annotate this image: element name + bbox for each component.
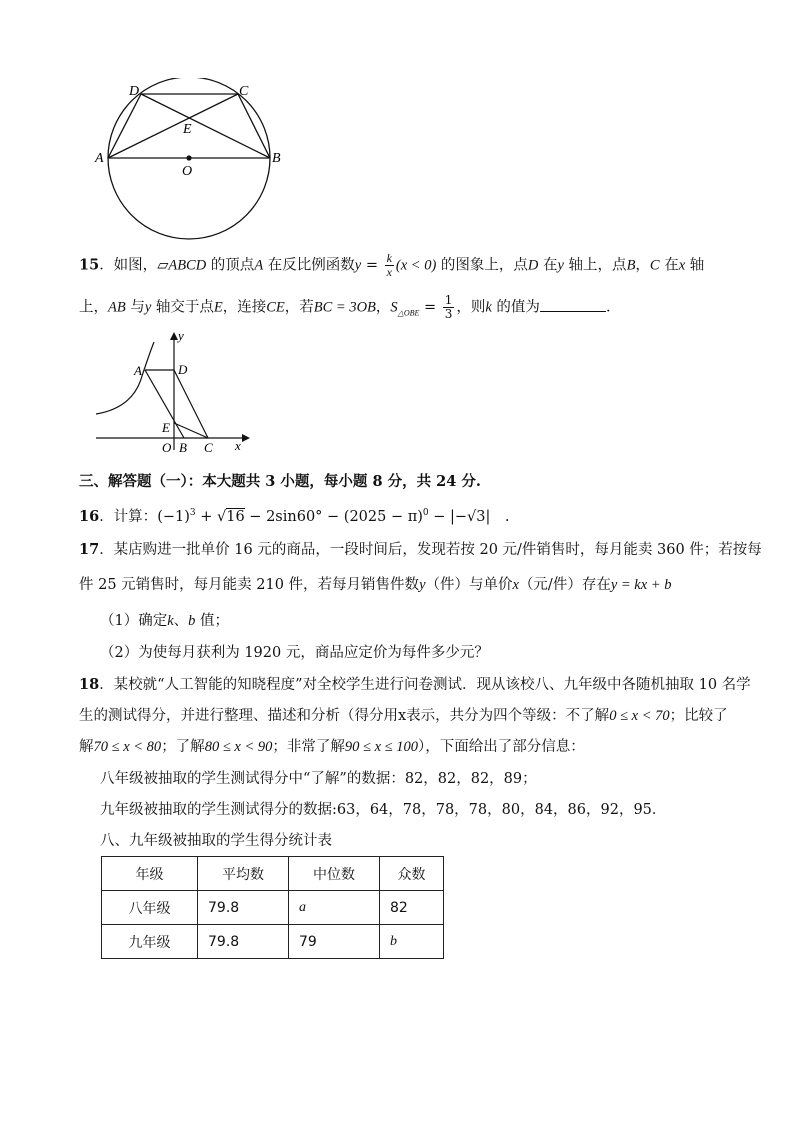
q15-line1: 15．如图，▱ABCD 的顶点A 在反比例函数y = $\frac{k}{x}$ (x < 0) 的图象上，点D 在y 轴上，点B，C 在x 轴 [79, 251, 705, 279]
score-stat-table [101, 856, 444, 959]
table-header-cell: 众数 [380, 857, 444, 891]
answer-blank[interactable] [540, 297, 606, 312]
table-cell: a [289, 891, 380, 925]
label-B: B [272, 151, 281, 166]
table-header-cell: 年级 [102, 857, 198, 891]
q16-line: 16．计算：$(-1)^3 + √16 - 2\sin 60^\circ - (2025 - \pi)^0 - |-√3|$ . [79, 507, 510, 525]
section3-title: 三、解答题（一）：本大题共 3 小题，每小题 8 分，共 24 分. [79, 473, 481, 490]
q18-grade9-data: 九年级被抽取的学生测试得分的数据:63，64，78，78，78，80，84，86，92，95． [100, 802, 667, 818]
label-C2: C [204, 440, 213, 455]
q18-line3: 解70 ≤ x < 80；了解80 ≤ x < 90；非常了解90 ≤ x ≤ 100），下面给出了部分信息： [79, 739, 585, 755]
table-header-cell: 中位数 [289, 857, 380, 891]
coordinate-figure [92, 328, 252, 458]
label-A: A [95, 151, 104, 166]
q18-line1: 18．某校就“人工智能的知晓程度”对全校学生进行问卷测试．现从该校八、九年级中各随机抽取 10 名学 [79, 676, 751, 693]
circle-figure [92, 78, 292, 268]
q15-line2: 上，AB 与y 轴交于点E，连接CE，若BC = 3OB，$S_{\triangle OBE}$ = $\frac{1}{3}$ ，则k 的值为 ． [79, 293, 621, 321]
table-cell: 八年级 [102, 891, 198, 925]
q17-sub2: （2）为使每月获利为 1920 元，商品应定价为每件多少元？ [100, 645, 489, 661]
q17-sub1: （1）确定k、b 值； [100, 613, 230, 629]
label-D2: D [178, 362, 188, 377]
label-O2: O [162, 440, 172, 455]
table-cell: 九年级 [102, 925, 198, 959]
table-row [102, 925, 444, 959]
label-x-axis: x [235, 438, 241, 453]
table-cell: 79 [289, 925, 380, 959]
table-cell: 79.8 [198, 925, 289, 959]
q18-line2: 生的测试得分，并进行整理、描述和分析（得分用x表示，共分为四个等级：不了解0 ≤ x < 70；比较了 [79, 708, 728, 724]
label-E: E [183, 122, 192, 137]
label-C: C [239, 84, 249, 99]
q18-table-caption: 八、九年级被抽取的学生得分统计表 [100, 833, 332, 849]
table-header-row [102, 857, 444, 891]
table-row [102, 891, 444, 925]
label-y-axis: y [178, 328, 184, 343]
label-A2: A [134, 363, 142, 378]
label-E2: E [162, 420, 170, 435]
table-header-cell: 平均数 [198, 857, 289, 891]
table-cell: 82 [380, 891, 444, 925]
label-B2: B [179, 440, 187, 455]
q17-line2: 件 25 元销售时，每月能卖 210 件，若每月销售件数y（件）与单价x（元/件）存在y = kx + b [79, 577, 672, 593]
q17-line1: 17．某店购进一批单价 16 元的商品，一段时间后，发现若按 20 元/件销售时，每月能卖 360 件；若按每 [79, 541, 762, 558]
label-O: O [182, 164, 193, 179]
table-cell: b [380, 925, 444, 959]
table-cell: 79.8 [198, 891, 289, 925]
label-D: D [129, 84, 140, 99]
q18-grade8-data: 八年级被抽取的学生测试得分中“了解”的数据：82，82，82，89； [100, 771, 537, 787]
